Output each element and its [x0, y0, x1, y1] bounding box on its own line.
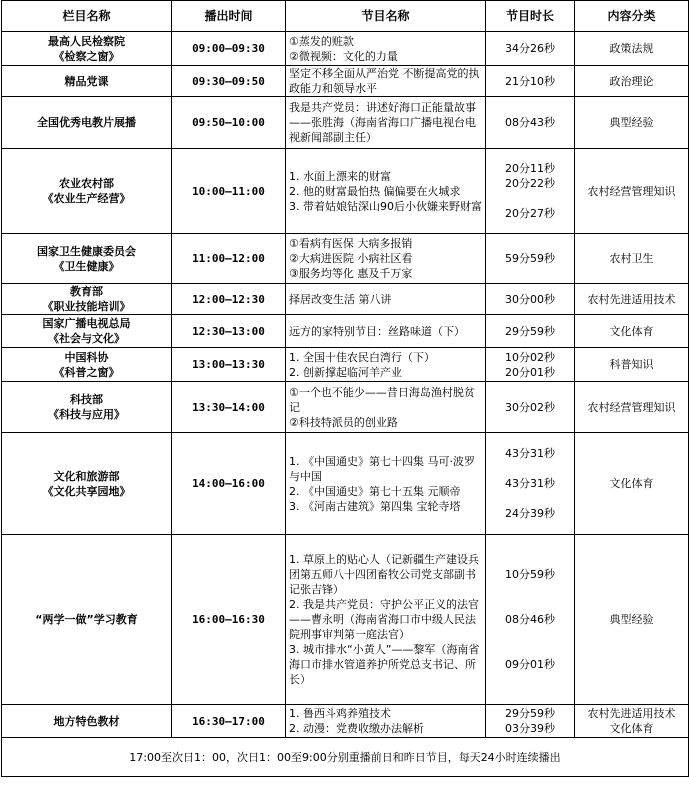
- table-row: [2, 382, 689, 433]
- air-time-cell: 10:00—11:00: [172, 149, 286, 234]
- category-cell: [575, 315, 689, 348]
- column-name-cell-line: 科技部: [70, 393, 103, 406]
- category-cell-line: 政策法规: [609, 42, 654, 55]
- category-cell-line: 农村经营管理知识: [587, 184, 676, 198]
- program-cell-line: 2. 创新撑起临河羊产业: [289, 365, 402, 379]
- spacer: [489, 491, 571, 506]
- table-row: [2, 315, 689, 348]
- category-cell-line: 文化体育: [609, 722, 654, 735]
- column-name-cell: [2, 348, 172, 382]
- duration-cell-line: 10分59秒: [505, 568, 555, 581]
- category-cell-line: 典型经验: [609, 613, 654, 626]
- column-name-cell-line: 精品党课: [64, 74, 109, 88]
- column-name-cell-line: 教育部: [70, 285, 103, 298]
- column-name-cell-line: 《科技与应用》: [48, 408, 125, 421]
- duration-cell: [486, 284, 575, 315]
- spacer: [489, 597, 571, 612]
- duration-cell-line: 43分31秒: [505, 477, 555, 490]
- table-row: [2, 535, 689, 705]
- duration-cell: [486, 66, 575, 97]
- category-cell: [575, 32, 689, 66]
- duration-cell: [486, 433, 575, 535]
- program-cell-line: 择居改变生活 第八讲: [289, 292, 392, 306]
- category-cell-line: 文化体育: [609, 324, 654, 338]
- duration-cell-line: 59分59秒: [505, 252, 555, 265]
- duration-cell-line: 30分02秒: [505, 400, 555, 414]
- air-time-cell: 12:00—12:30: [172, 284, 286, 315]
- program-cell-line: ①看病有医保 大病多报销: [289, 237, 413, 250]
- column-name-cell-line: 国家广播电视总局: [42, 317, 131, 330]
- duration-cell-line: 08分46秒: [505, 613, 555, 626]
- column-name-cell: [2, 97, 172, 149]
- spacer: [489, 642, 571, 657]
- column-name-cell: [2, 234, 172, 284]
- category-cell-line: 科普知识: [609, 358, 654, 371]
- header-row: [2, 1, 689, 32]
- duration-cell: [486, 97, 575, 149]
- category-cell: [575, 348, 689, 382]
- duration-cell-line: 10分02秒: [505, 350, 555, 364]
- category-cell: [575, 234, 689, 284]
- program-cell-line: ①一个也不能少——昔日海岛渔村脱贫记: [289, 385, 475, 414]
- duration-cell-line: 29分59秒: [505, 707, 555, 720]
- duration-cell: [486, 149, 575, 234]
- program-cell-line: 1. 《中国通史》第七十四集 马可·波罗与中国: [289, 454, 475, 483]
- program-cell-line: ②科技特派员的创业路: [289, 415, 398, 429]
- duration-cell: [486, 234, 575, 284]
- column-name-cell: [2, 433, 172, 535]
- program-cell: [286, 284, 486, 315]
- duration-cell: [486, 382, 575, 433]
- program-cell-line: 3. 城市排水“小黄人”——黎军（海南省海口市排水管道养护所党总支书记、所长）: [289, 643, 480, 686]
- category-cell: [575, 66, 689, 97]
- header-air-time: 播出时间: [172, 1, 286, 32]
- program-cell-line: 远方的家特别节目：丝路味道（下）: [289, 324, 465, 338]
- duration-cell: [486, 348, 575, 382]
- program-cell-line: 坚定不移全面从严治党 不断提高党的执政能力和领导水平: [289, 67, 480, 95]
- program-cell: [286, 433, 486, 535]
- table-row: [2, 149, 689, 234]
- spacer: [489, 582, 571, 597]
- column-name-cell-line: 文化和旅游部: [53, 469, 120, 483]
- air-time-cell: 13:30—14:00: [172, 382, 286, 433]
- spacer: [489, 191, 571, 206]
- program-cell: [286, 315, 486, 348]
- table-row: [2, 32, 689, 66]
- duration-cell-line: 08分43秒: [505, 116, 555, 129]
- category-cell-line: 农村先进适用技术: [587, 707, 676, 720]
- schedule-body: [2, 32, 689, 738]
- category-cell: [575, 149, 689, 234]
- air-time-cell: 14:00—16:00: [172, 433, 286, 535]
- spacer: [489, 461, 571, 476]
- air-time-cell: 16:30—17:00: [172, 705, 286, 738]
- duration-cell-line: 20分01秒: [505, 365, 555, 379]
- duration-cell-line: 03分39秒: [505, 722, 555, 735]
- table-row: [2, 66, 689, 97]
- program-cell: [286, 705, 486, 738]
- column-name-cell-line: 中国科协: [64, 350, 109, 364]
- duration-cell-line: 20分11秒: [505, 162, 555, 175]
- air-time-cell: 16:00—16:30: [172, 535, 286, 705]
- column-name-cell-line: 地方特色教材: [53, 714, 120, 728]
- air-time-cell: 09:00—09:30: [172, 32, 286, 66]
- duration-cell-line: 34分26秒: [505, 42, 555, 55]
- program-cell-line: 2. 我是共产党员：守护公平正义的法官——曹永明（海南省海口市中级人民法院刑事审判第一庭法官）: [289, 598, 479, 641]
- program-cell-line: ③服务均等化 惠及千万家: [289, 267, 413, 280]
- column-name-cell: [2, 315, 172, 348]
- duration-cell: [486, 705, 575, 738]
- program-cell-line: 1. 全国十佳农民白湾行（下）: [289, 350, 435, 364]
- duration-cell: [486, 535, 575, 705]
- duration-cell-line: 30分00秒: [505, 292, 555, 306]
- table-row: [2, 433, 689, 535]
- header-column-name: 栏目名称: [2, 1, 172, 32]
- column-name-cell-line: 《社会与文化》: [48, 332, 125, 345]
- duration-cell-line: 24分39秒: [505, 507, 555, 520]
- program-cell-line: 2. 《中国通史》第七十五集 元顺帝: [289, 484, 461, 498]
- column-name-cell: [2, 284, 172, 315]
- program-cell-line: 我是共产党员：讲述好海口正能量故事——张胜海（海南省海口广播电视台电视新闻部副主任）: [289, 101, 476, 144]
- program-cell-line: 3. 带着姑娘钻深山90后小伙嫌来野财富: [289, 199, 482, 213]
- header-category: 内容分类: [575, 1, 689, 32]
- category-cell-line: 农村先进适用技术: [587, 292, 676, 306]
- column-name-cell: [2, 535, 172, 705]
- program-cell-line: 1. 草原上的贴心人（记新疆生产建设兵团第五师八十四团畜牧公司党支部副书记张吉锋）: [289, 553, 479, 596]
- program-cell: [286, 348, 486, 382]
- table-row: [2, 348, 689, 382]
- category-cell-line: 政治理论: [609, 74, 654, 88]
- program-cell: [286, 97, 486, 149]
- air-time-cell: 09:50—10:00: [172, 97, 286, 149]
- category-cell: [575, 705, 689, 738]
- category-cell: [575, 284, 689, 315]
- footer-note: 17:00至次日1：00，次日1：00至9:00分别重播前日和昨日节目，每天24小时连续播出: [2, 738, 689, 777]
- program-cell: [286, 66, 486, 97]
- program-cell: [286, 32, 486, 66]
- table-row: [2, 284, 689, 315]
- column-name-cell-line: 《科普之窗》: [53, 365, 120, 379]
- category-cell: [575, 382, 689, 433]
- column-name-cell-line: 国家卫生健康委员会: [37, 244, 136, 258]
- column-name-cell: [2, 382, 172, 433]
- program-cell: [286, 234, 486, 284]
- duration-cell: [486, 315, 575, 348]
- column-name-cell: [2, 66, 172, 97]
- column-name-cell: [2, 149, 172, 234]
- table-row: [2, 234, 689, 284]
- column-name-cell-line: 最高人民检察院: [48, 34, 125, 48]
- column-name-cell-line: “两学一做”学习教育: [35, 613, 138, 626]
- column-name-cell-line: 《卫生健康》: [53, 259, 120, 273]
- category-cell-line: 典型经验: [609, 116, 654, 129]
- category-cell: [575, 535, 689, 705]
- category-cell-line: 农村卫生: [609, 252, 654, 265]
- air-time-cell: 12:30—13:00: [172, 315, 286, 348]
- duration-cell-line: 20分22秒: [505, 177, 555, 190]
- program-cell-line: 2. 动漫：党费收缴办法解析: [289, 722, 424, 735]
- duration-cell-line: 09分01秒: [505, 658, 555, 671]
- program-cell: [286, 535, 486, 705]
- column-name-cell-line: 农业农村部: [59, 177, 114, 190]
- category-cell-line: 文化体育: [609, 477, 654, 490]
- table-row: [2, 705, 689, 738]
- schedule-table: [1, 0, 689, 777]
- column-name-cell-line: 《农业生产经营》: [42, 192, 131, 205]
- header-duration: 节目时长: [486, 1, 575, 32]
- program-cell-line: ②微视频：文化的力量: [289, 49, 398, 63]
- program-cell-line: 3. 《河南古建筑》第四集 宝轮寺塔: [289, 499, 461, 513]
- duration-cell-line: 21分10秒: [505, 74, 555, 88]
- program-cell-line: 1. 水面上漂来的财富: [289, 169, 391, 183]
- program-cell-line: 1. 鲁西斗鸡养殖技术: [289, 707, 391, 720]
- column-name-cell: [2, 705, 172, 738]
- duration-cell-line: 20分27秒: [505, 207, 555, 220]
- program-cell-line: ②大病进医院 小病社区看: [289, 252, 413, 265]
- header-program-name: 节目名称: [286, 1, 486, 32]
- program-cell: [286, 382, 486, 433]
- table-row: [2, 97, 689, 149]
- air-time-cell: 09:30—09:50: [172, 66, 286, 97]
- air-time-cell: 13:00—13:30: [172, 348, 286, 382]
- column-name-cell-line: 《检察之窗》: [53, 49, 120, 63]
- column-name-cell-line: 《职业技能培训》: [42, 300, 131, 313]
- program-cell-line: 2. 他的财富最怕热 偏偏要在火城求: [289, 184, 461, 198]
- program-cell-line: ①蒸发的赃款: [289, 34, 354, 48]
- spacer: [489, 627, 571, 642]
- column-name-cell: [2, 32, 172, 66]
- category-cell: [575, 433, 689, 535]
- program-cell: [286, 149, 486, 234]
- duration-cell-line: 29分59秒: [505, 324, 555, 338]
- footer-row: [2, 738, 689, 777]
- duration-cell: [486, 32, 575, 66]
- duration-cell-line: 43分31秒: [505, 447, 555, 460]
- column-name-cell-line: 《文化共享园地》: [42, 484, 131, 498]
- column-name-cell-line: 全国优秀电教片展播: [37, 116, 136, 129]
- air-time-cell: 11:00—12:00: [172, 234, 286, 284]
- category-cell: [575, 97, 689, 149]
- category-cell-line: 农村经营管理知识: [587, 400, 676, 414]
